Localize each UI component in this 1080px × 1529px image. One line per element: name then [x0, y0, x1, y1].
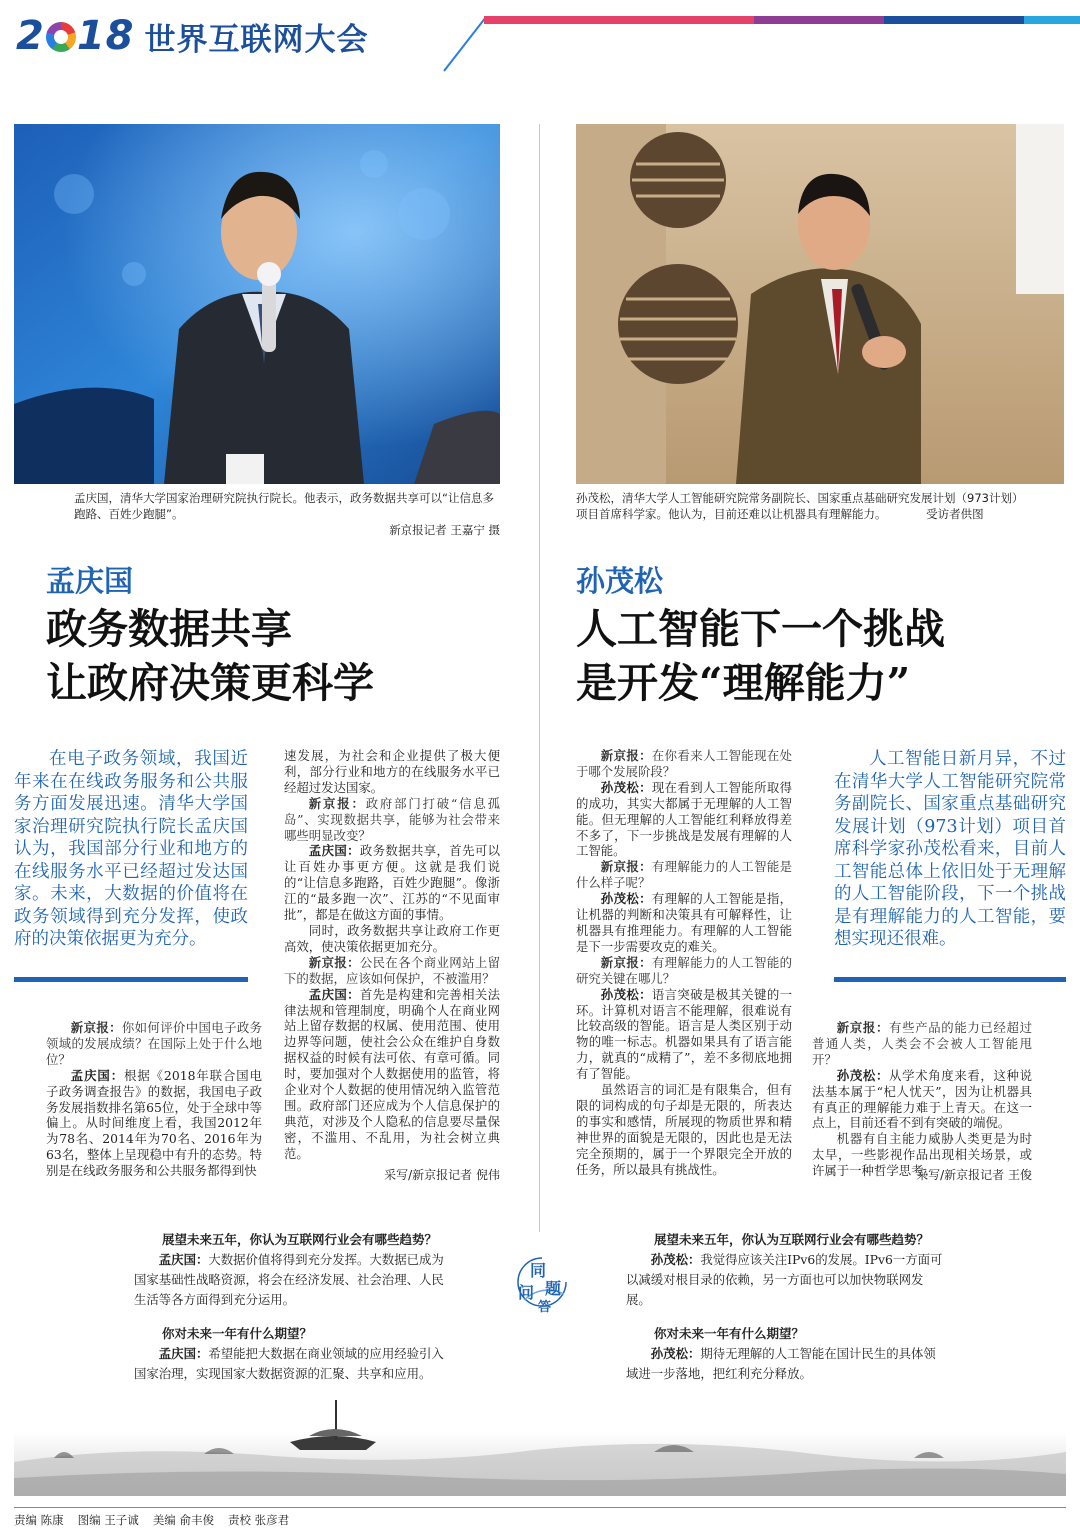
caption-text: 孙茂松，清华大学人工智能研究院常务副院长、国家重点基础研究发展计划（973计划）项目首席科学家。他认为，目前还难以让机器具有理解能力。 [576, 491, 1024, 521]
photo-meng-qingguo [14, 124, 500, 484]
badge-char-1: 同 [530, 1261, 547, 1280]
paragraph-text: 政务数据共享，首先可以让百姓办事更方便。这就是我们说的“让信息多跑路，百姓少跑腿”。像浙江的“最多跑一次”、江苏的“不见面审批”，都是在做这方面的事情。 [284, 843, 501, 923]
paragraph-text: 机器有自主能力威胁人类更是为时太早，一些影视作品出现相关场景，或许属于一种哲学思考。 [812, 1131, 1032, 1179]
speaker-label: 新京报： [308, 795, 366, 811]
headline-right [576, 602, 945, 710]
paragraph-text: 从学术角度来看，这种说法基本属于“杞人忧天”，因为让机器具有真正的理解能力难于上青天。在这一点上，目前还看不到有突破的端倪。 [812, 1067, 1033, 1131]
speaker-label: 孙茂松： [600, 891, 652, 907]
speaker-label: 孟庆国： [308, 843, 360, 859]
lead-right [834, 748, 1066, 951]
qa-question-1: 展望未来五年，你认为互联网行业会有哪些趋势？ [654, 1232, 930, 1247]
interview-question [46, 1020, 262, 1068]
headline-line-2: 是开发“理解能力” [576, 659, 911, 707]
qa-speaker: 孙茂松： [650, 1346, 701, 1361]
masthead-name: 世界互联网大会 [144, 21, 369, 58]
speaker-label: 孟庆国： [70, 1067, 125, 1083]
interview-answer [284, 987, 500, 1162]
speaker-label: 新京报： [308, 954, 360, 970]
qa-answer-2 [626, 1344, 948, 1384]
interview-answer [284, 748, 500, 796]
interview-question [284, 796, 500, 844]
paragraph-text: 有理解能力的人工智能是什么样子呢？ [576, 859, 793, 891]
paragraph-text: 有理解的人工智能是指，让机器的判断和决策具有可解释性，让机器具有推理能力。有理解的人工智能是下一步需要攻克的难关。 [576, 891, 793, 954]
paragraph-text: 现在看到人工智能所取得的成功，其实大都属于无理解的人工智能。但无理解的人工智能红利释放得差不多了，下一步挑战是发展有理解的人工智能。 [576, 779, 793, 859]
masthead-slash [440, 16, 488, 72]
paragraph-text: 首先是构建和完善相关法律法规和管理制度，明确个人在商业网站上留存数据的权属、使用范围、使用边界等问题，使社会公众在维护自身数据权益的时候有法可依、有章可循。同时，要加强对个人数据使用的监管，将企业对个人数据的使用情况纳入监管范围。政府部门还应成为个人信息保护的典范，对涉及个人隐私的信息要尽量保密，不滥用、不乱用，为社会树立典范。 [284, 986, 501, 1161]
caption-credit: 新京报记者 王嘉宁 摄 [389, 523, 500, 537]
qa-right [626, 1230, 948, 1384]
headline-line-2: 让政府决策更科学 [46, 659, 374, 707]
paragraph-text: 有些产品的能力已经超过普通人类，人类会不会被人工智能甩开？ [812, 1020, 1033, 1067]
speaker-label: 新京报： [600, 954, 652, 970]
masthead-band-segment [1024, 16, 1080, 24]
lead-text: 人工智能日新月异，不过在清华大学人工智能研究院常务副院长、国家重点基础研究发展计划（973计划）项目首席科学家孙茂松看来，目前人工智能总体上依旧处于无理解的人工智能阶段，下一个挑战是有理解能力的人工智能，要想实现还很难。 [834, 749, 1066, 949]
masthead-color-band [484, 16, 1080, 24]
masthead-band-segment [884, 16, 1024, 24]
masthead-year-prefix: 2 [16, 13, 45, 59]
qa-answer-text: 大数据价值将得到充分发挥。大数据已成为国家基础性战略资源，将会在经济发展、社会治理、人民生活等各方面得到充分运用。 [134, 1252, 444, 1307]
interview-question [576, 748, 792, 780]
badge-char-4: 答 [538, 1300, 552, 1315]
interview-question [576, 859, 792, 891]
paragraph-text: 速发展，为社会和企业提供了极大便利，部分行业和地方的在线服务水平已经超过发达国家。 [284, 748, 500, 795]
speaker-label: 新京报： [70, 1020, 122, 1035]
footer-credit-item: 图编 王子诚 [77, 1513, 139, 1527]
interview-answer [812, 1068, 1032, 1132]
headline-line-1: 政务数据共享 [46, 605, 292, 653]
article-left-col-1 [46, 1020, 262, 1186]
interview-question [284, 955, 500, 987]
paragraph-text: 公民在各个商业网站上留下的数据，应该如何保护，不被滥用？ [284, 954, 501, 986]
speaker-label: 新京报： [600, 748, 652, 763]
interview-answer [284, 843, 500, 923]
caption-credit: 受访者供图 [926, 507, 984, 521]
masthead [0, 0, 1080, 72]
qa-left [134, 1230, 456, 1384]
footer-credit-item: 美编 俞丰俊 [152, 1513, 214, 1527]
speaker-label: 孟庆国： [308, 986, 360, 1002]
article-left-col-2 [284, 748, 500, 1168]
ink-landscape-illustration [14, 1392, 1066, 1496]
photo-caption-left [74, 490, 500, 538]
qa-answer-text: 我觉得应该关注IPv6的发展。IPv6一方面可以减缓对根目录的依赖，另一方面也可以加快物联网发展。 [626, 1252, 943, 1307]
blue-rule-right [834, 977, 1066, 982]
speaker-label: 孙茂松： [600, 779, 652, 795]
column-divider [539, 124, 540, 1232]
qa-answer-1 [626, 1250, 948, 1310]
headline-line-1: 人工智能下一个挑战 [576, 605, 945, 653]
footer-credit-item: 责编 陈康 [14, 1513, 64, 1527]
interview-answer [46, 1068, 262, 1179]
headline-left [46, 602, 374, 710]
interview-answer [576, 1082, 792, 1177]
photo-caption-right [576, 490, 1034, 522]
paragraph-text: 有理解能力的人工智能的研究关键在哪儿？ [576, 954, 793, 986]
blue-rule-left [14, 977, 248, 982]
qa-answer-2 [134, 1344, 456, 1384]
speaker-label: 孙茂松： [836, 1067, 890, 1083]
person-name-right: 孙茂松 [576, 564, 664, 598]
person-name-left: 孟庆国 [46, 564, 134, 598]
interview-question [576, 955, 792, 987]
qa-question-1: 展望未来五年，你认为互联网行业会有哪些趋势？ [162, 1232, 438, 1247]
qa-speaker: 孙茂松： [650, 1252, 701, 1267]
paragraph-text: 虽然语言的词汇是有限集合，但有限的词构成的句子却是无限的，所表达的事实和感情，所展现的物质世界和精神世界的面貌是无限的，因此也是无法完全预期的，属于一个界限完全开放的任务，所以最具有挑战性。 [576, 1082, 792, 1177]
badge-char-3: 题 [545, 1279, 562, 1298]
paragraph-text: 你如何评价中国电子政务领域的发展成绩？在国际上处于什么地位？ [46, 1020, 263, 1067]
article-right-col-1 [576, 748, 792, 1184]
interview-answer [576, 987, 792, 1082]
paragraph-text: 语言突破是极其关键的一环。计算机对语言不能理解，很难说有比较高级的智能。语言是人类区别于动物的唯一标志。机器如果具有了语言能力，就真的“成精了”，差不多彻底地拥有了智能。 [576, 986, 793, 1082]
paragraph-text: 在你看来人工智能现在处于哪个发展阶段？ [576, 748, 793, 779]
footer-credits [14, 1512, 303, 1528]
byline-right: 采写/新京报记者 王俊 [916, 1168, 1032, 1182]
photo-sun-maosong [576, 124, 1064, 484]
footer-credit-item: 责校 张彦君 [227, 1513, 290, 1527]
masthead-title [16, 12, 369, 60]
paragraph-text: 同时，政务数据共享让政府工作更高效，使决策依据更加充分。 [284, 922, 500, 954]
interview-answer [284, 923, 500, 955]
interview-question [812, 1020, 1032, 1068]
qa-question-2: 你对未来一年有什么期望？ [654, 1326, 805, 1341]
qa-answer-text: 希望能把大数据在商业领域的应用经验引入国家治理，实现国家大数据资源的汇聚、共享和应用。 [134, 1346, 444, 1381]
footer-rule [14, 1507, 1066, 1508]
qa-speaker: 孟庆国： [158, 1346, 209, 1361]
interview-answer [576, 780, 792, 860]
caption-text: 孟庆国，清华大学国家治理研究院执行院长。他表示，政务数据共享可以“让信息多跑路、百姓少跑腿”。 [74, 491, 494, 521]
masthead-band-segment [484, 16, 754, 24]
qa-answer-1 [134, 1250, 456, 1310]
badge-char-2: 问 [518, 1283, 535, 1302]
interview-answer [576, 891, 792, 955]
masthead-logo-ring-icon [46, 22, 76, 52]
lead-left [14, 748, 248, 951]
paragraph-text: 政府部门打破“信息孤岛”、实现数据共享，能够为社会带来哪些明显改变？ [284, 795, 501, 843]
masthead-year-suffix: 18 [76, 13, 135, 59]
qa-speaker: 孟庆国： [158, 1252, 209, 1267]
masthead-band-segment [754, 16, 884, 24]
qa-answer-text: 期待无理解的人工智能在国计民生的具体领域进一步落地，把红利充分释放。 [626, 1346, 936, 1381]
qa-question-2: 你对未来一年有什么期望？ [162, 1326, 313, 1341]
paragraph-text: 根据《2018年联合国电子政务调查报告》的数据，我国电子政务发展指数排名第65位，处于全球中等偏上。从时间维度上看，我国2012年为78名、2014年为70名、2016年为63名，整体上呈现稳中有升的态势。特别是在线政务服务和公共服务都得到快 [46, 1067, 262, 1179]
byline-left: 采写/新京报记者 倪伟 [384, 1168, 500, 1182]
speaker-label: 新京报： [836, 1020, 890, 1035]
speaker-label: 孙茂松： [600, 986, 652, 1002]
speaker-label: 新京报： [600, 859, 652, 875]
lead-text: 在电子政务领域，我国近年来在在线政务服务和公共服务方面发展迅速。清华大学国家治理研究院执行院长孟庆国认为，我国部分行业和地方的在线服务水平已经超过发达国家。未来，大数据的价值将在政务领域得到充分发挥，使政府的决策依据更为充分。 [14, 749, 248, 949]
